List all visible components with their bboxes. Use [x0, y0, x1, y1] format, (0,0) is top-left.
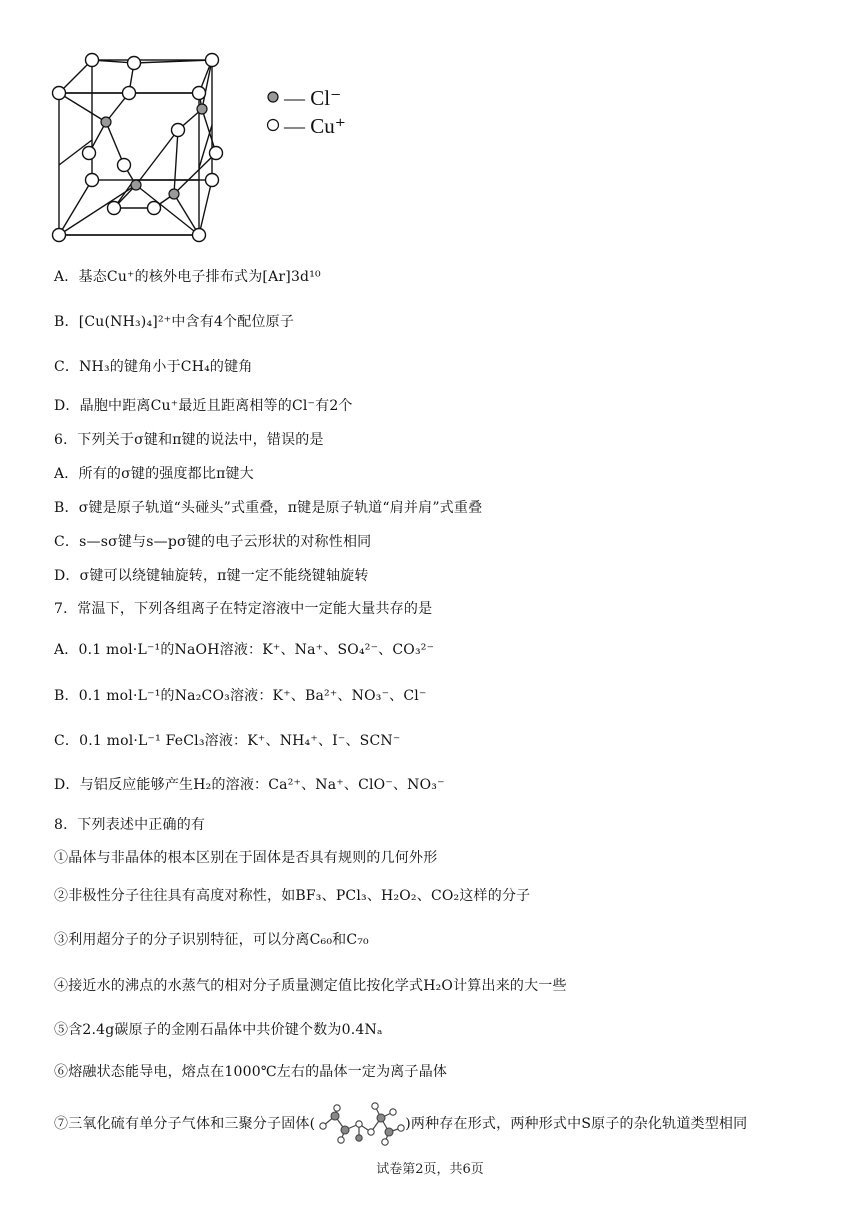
q6-option-b: B．σ键是原子轨道“头碰头”式重叠，π键是原子轨道“肩并肩”式重叠 [54, 500, 483, 516]
q8-statement-5: ⑤含2.4g碳原子的金刚石晶体中共价键个数为0.4Nₐ [54, 1022, 383, 1038]
q7-stem: 7．常温下，下列各组离子在特定溶液中一定能大量共存的是 [54, 601, 433, 617]
q8-statement-6: ⑥熔融状态能导电，熔点在1000℃左右的晶体一定为离子晶体 [54, 1064, 448, 1080]
q7-option-d: D．与铝反应能够产生H₂的溶液：Ca²⁺、Na⁺、ClO⁻、NO₃⁻ [54, 777, 445, 793]
figure-legend [268, 86, 346, 138]
q6-option-d: D．σ键可以绕键轴旋转，π键一定不能绕键轴旋转 [54, 568, 369, 584]
q5-option-d: D．晶胞中距离Cu⁺最近且距离相等的Cl⁻有2个 [54, 398, 353, 414]
q8-statement-3: ③利用超分子的分子识别特征，可以分离C₆₀和C₇₀ [54, 932, 369, 948]
q8-stem: 8．下列表述中正确的有 [54, 817, 206, 833]
q6-stem: 6．下列关于σ键和π键的说法中，错误的是 [54, 432, 324, 448]
cu-legend-label: — Cu⁺ [284, 114, 346, 138]
q8-statement-4: ④接近水的沸点的水蒸气的相对分子质量测定值比按化学式H₂O计算出来的大一些 [54, 978, 567, 994]
q8-statement-1: ①晶体与非晶体的根本区别在于固体是否具有规则的几何外形 [54, 850, 438, 866]
cu-atoms [53, 54, 223, 242]
q7-option-c: C．0.1 mol·L⁻¹ FeCl₃溶液：K⁺、NH₄⁺、I⁻、SCN⁻ [54, 733, 401, 749]
q7-option-a: A．0.1 mol·L⁻¹的NaOH溶液：K⁺、Na⁺、SO₄²⁻、CO₃²⁻ [54, 642, 435, 658]
cell-edges [59, 60, 216, 235]
crystal-cell-figure [44, 50, 364, 250]
q7-option-b: B．0.1 mol·L⁻¹的Na₂CO₃溶液：K⁺、Ba²⁺、NO₃⁻、Cl⁻ [54, 688, 427, 704]
cl-legend-marker [268, 92, 278, 102]
q8-statement-2: ②非极性分子往往具有高度对称性，如BF₃、PCl₃、H₂O₂、CO₂这样的分子 [54, 888, 531, 904]
q8-statement-7 [54, 1102, 747, 1146]
q5-option-b: B．[Cu(NH₃)₄]²⁺中含有4个配位原子 [54, 314, 295, 330]
q6-option-c: C．s—sσ键与s—pσ键的电子云形状的对称性相同 [54, 534, 372, 550]
cu-legend-marker [268, 120, 279, 131]
q8-statement-7-after: )两种存在形式，两种形式中S原子的杂化轨道类型相同 [405, 1116, 748, 1132]
q6-option-a: A．所有的σ键的强度都比π键大 [54, 466, 254, 482]
q8-statement-7-before: ⑦三氧化硫有单分子气体和三聚分子固体( [54, 1116, 316, 1132]
so3-trimer-molecule-icon [315, 1102, 405, 1146]
page-footer: 试卷第2页，共6页 [376, 1162, 484, 1177]
q5-option-a: A．基态Cu⁺的核外电子排布式为[Ar]3d¹⁰ [54, 269, 321, 285]
cl-legend-label: — Cl⁻ [284, 86, 342, 110]
q5-option-c: C．NH₃的键角小于CH₄的键角 [54, 359, 253, 375]
